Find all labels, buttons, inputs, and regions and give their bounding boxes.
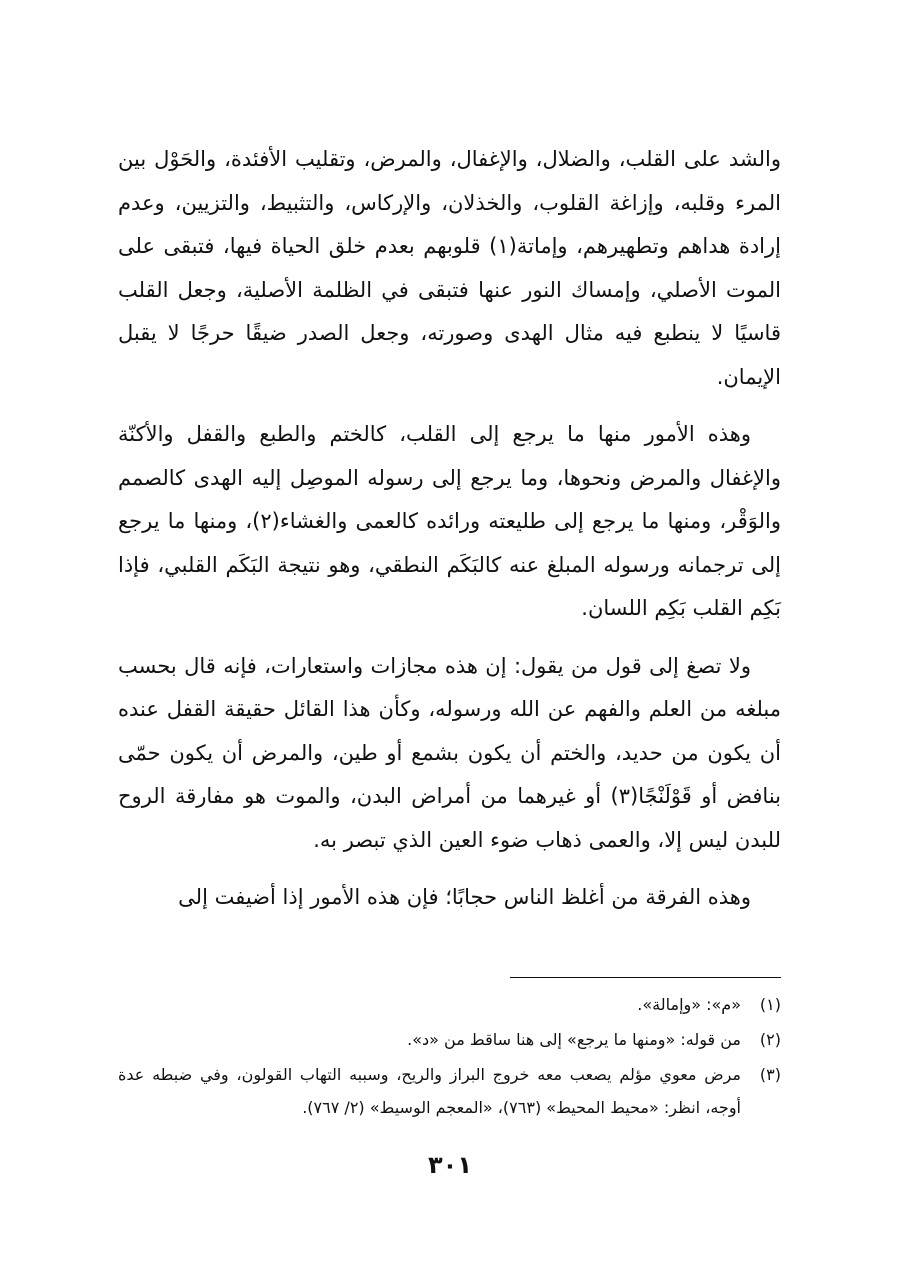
main-text: [118, 138, 781, 920]
footnote-number: (٣): [759, 1065, 781, 1084]
footnote-2: [118, 1023, 781, 1056]
page-number: ٣٠١: [428, 1151, 472, 1179]
footnote-1: [118, 988, 781, 1021]
footnote-number: (١): [759, 995, 781, 1014]
paragraph: وهذه الفرقة من أغلظ الناس حجابًا؛ فإن هذه الأمور إذا أضيفت إلى: [178, 885, 751, 909]
footnote-3: [118, 1058, 781, 1124]
footnote-text: مرض معوي مؤلم يصعب معه خروج البراز والريح، وسببه التهاب القولون، وفي ضبطه عدة أوجه، انظر: «محيط المحيط» (٧٦٣)، «المعجم الوسيط» (٢/ ٧٦٧).: [118, 1065, 741, 1117]
footnote-number: (٢): [759, 1030, 781, 1049]
footnote-text: من قوله: «ومنها ما يرجع» إلى هنا ساقط من «د».: [407, 1030, 741, 1049]
footnotes: [118, 988, 781, 1126]
footnote-divider: [510, 977, 781, 978]
footnote-text: «م»: «وإمالة».: [637, 995, 741, 1014]
page-body: [118, 138, 781, 934]
paragraph: والشد على القلب، والضلال، والإغفال، والمرض، وتقليب الأفئدة، والحَوْل بين المرء وقلبه، وإزاغة القلوب، والخذلان، والإركاس، والتثبيط، والتزيين، وعدم إرادة هداهم وتطهيرهم، وإماتة(١) قلوبهم بعدم خلق الحياة فيها، فتبقى على الموت الأصلي، وإمساك النور عنها فتبقى في الظلمة الأصلية، وجعل القلب قاسيًا لا ينطبع فيه مثال الهدى وصورته، وجعل الصدر ضيقًا حرجًا لا يقبل الإيمان.: [118, 147, 781, 389]
paragraph: ولا تصغ إلى قول من يقول: إن هذه مجازات واستعارات، فإنه قال بحسب مبلغه من العلم والفهم عن الله ورسوله، وكأن هذا القائل حقيقة القفل عنده أن يكون من حديد، والختم أن يكون بشمع أو طين، والمرض أن يكون حمّى بنافض أو قَوْلَنْجًا(٣) أو غيرهما من أمراض البدن، والموت هو مفارقة الروح للبدن ليس إلا، والعمى ذهاب ضوء العين الذي تبصر به.: [118, 653, 781, 852]
paragraph: وهذه الأمور منها ما يرجع إلى القلب، كالختم والطبع والقفل والأكنّة والإغفال والمرض ونحوها، وما يرجع إلى رسوله الموصِل إليه الهدى كالصمم والوَقْر، ومنها ما يرجع إلى طليعته ورائده كالعمى والغشاء(٢)، ومنها ما يرجع إلى ترجمانه ورسوله المبلغ عنه كالبَكَم النطقي، وهو نتيجة البَكَم القلبي، فإذا بَكِم القلب بَكِم اللسان.: [118, 422, 781, 620]
